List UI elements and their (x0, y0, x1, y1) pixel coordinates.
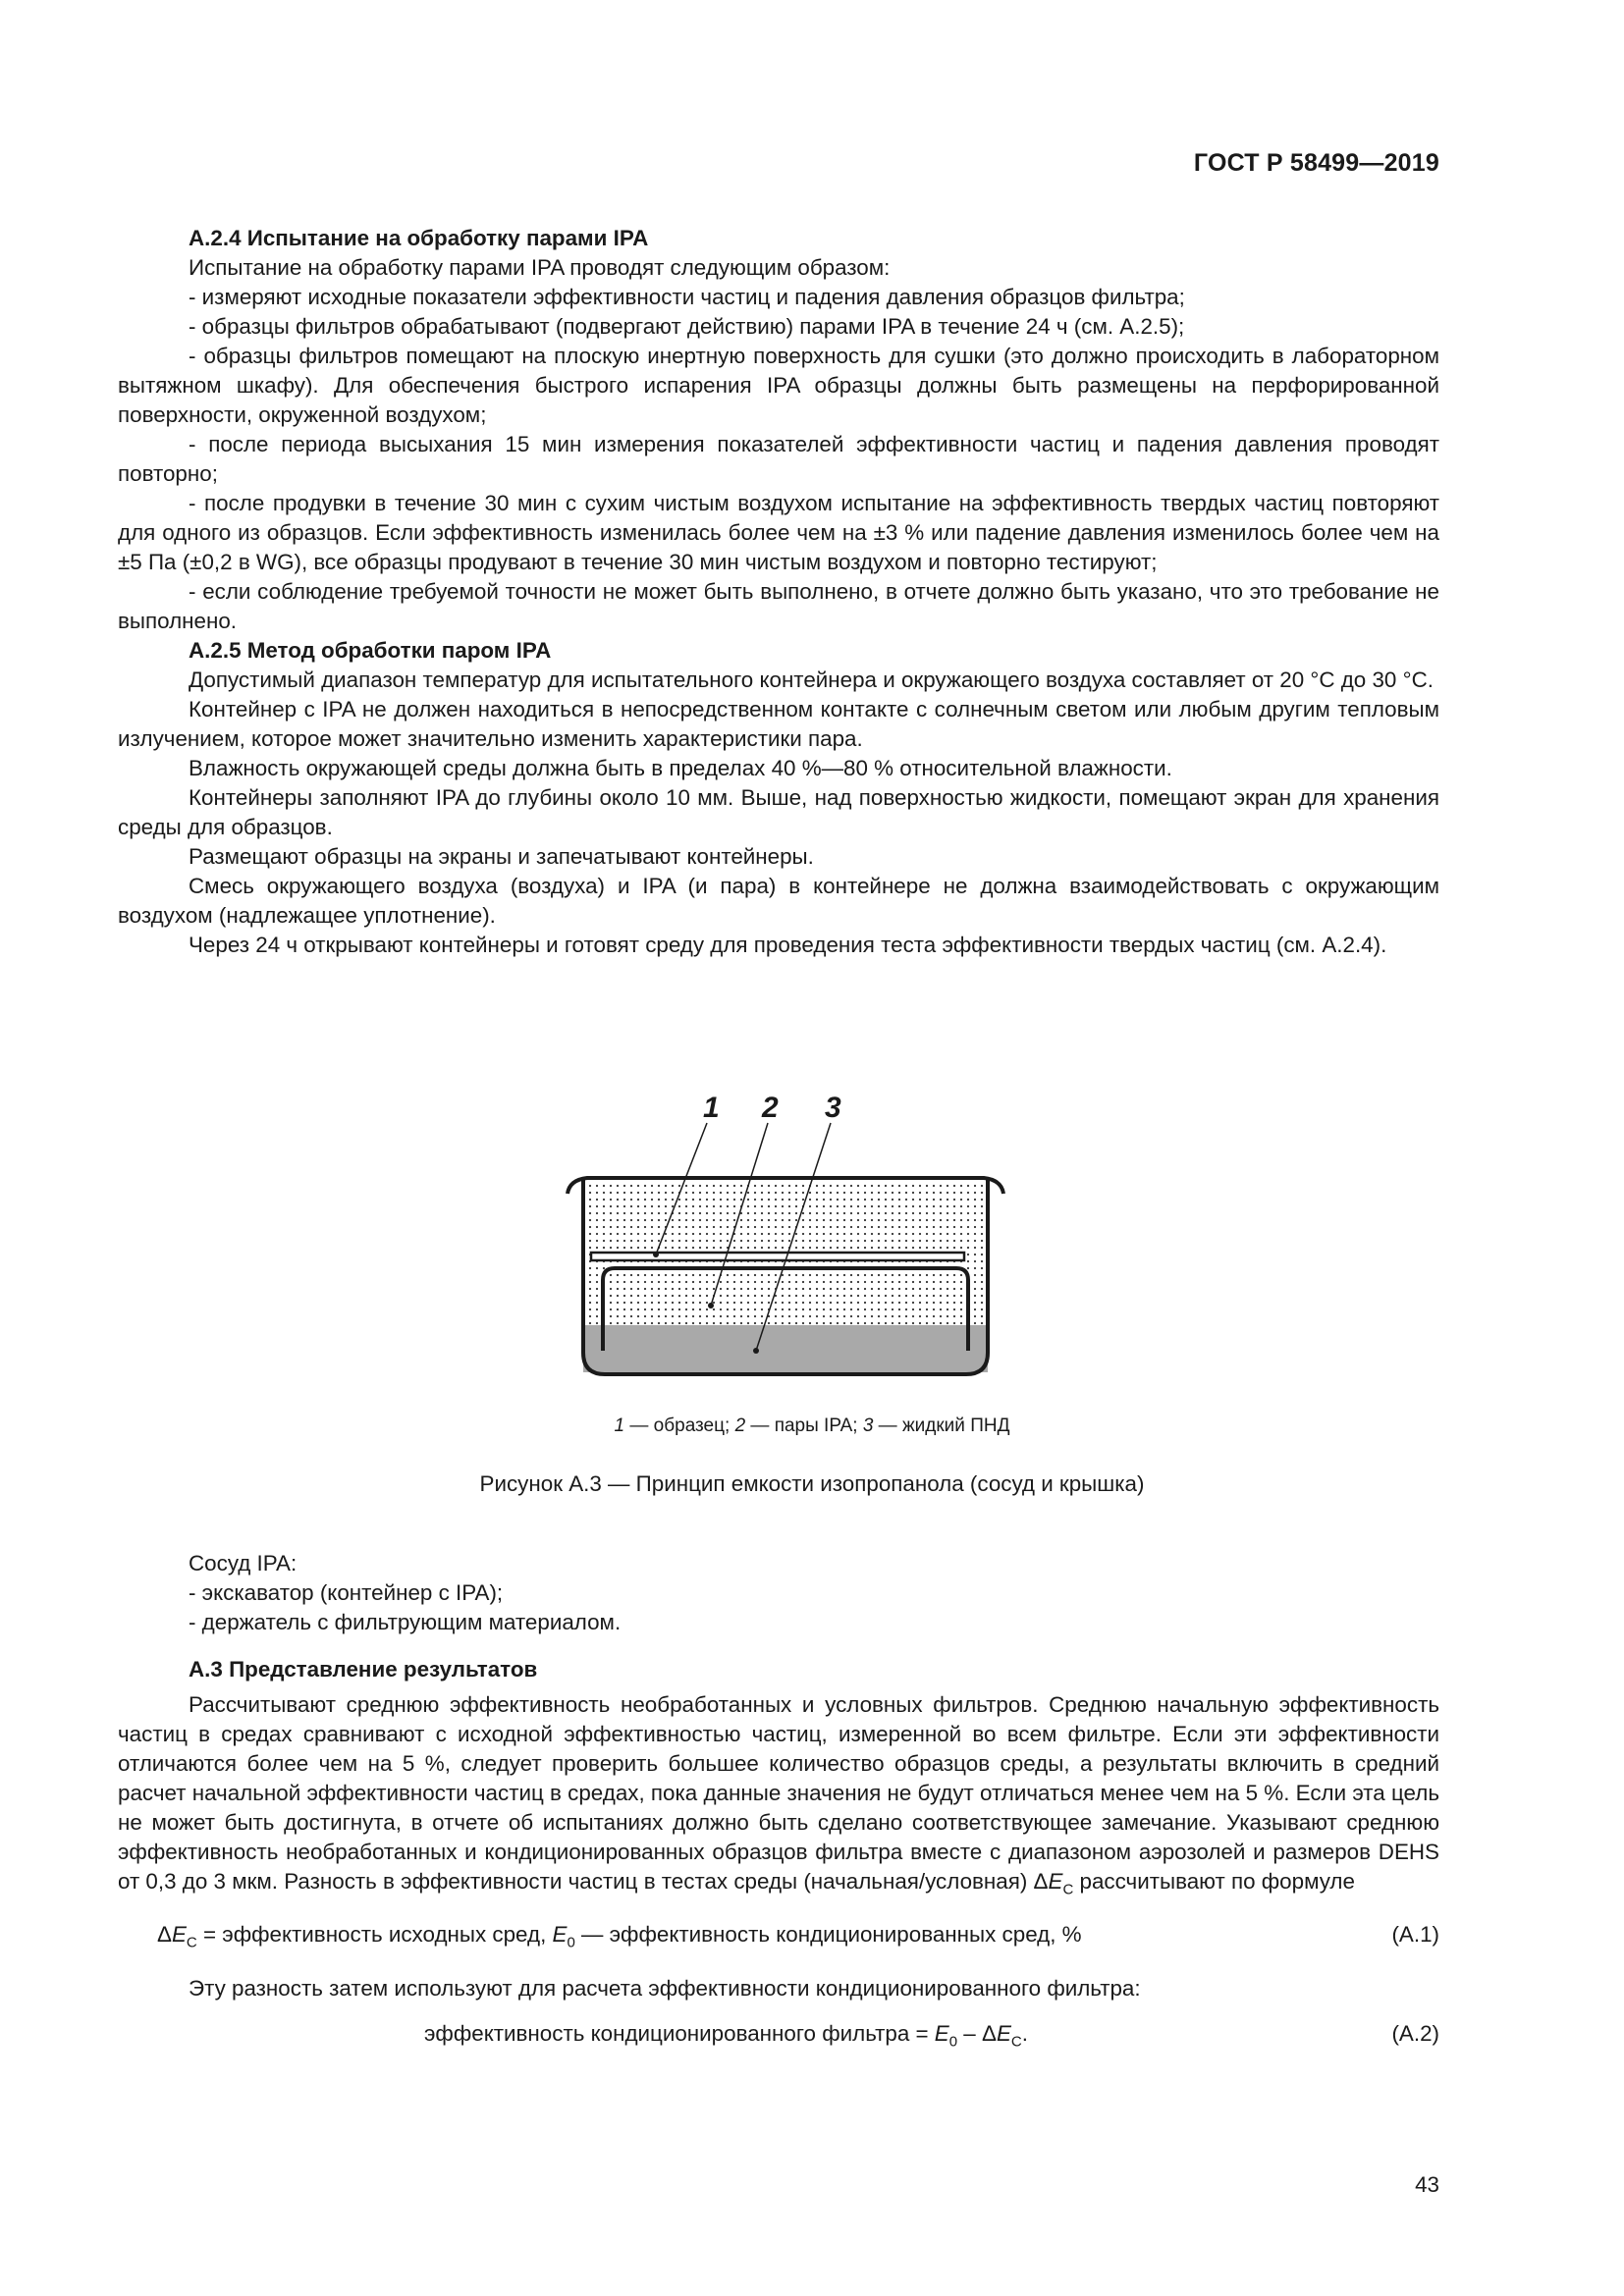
leader-dot-2 (708, 1303, 714, 1308)
section-heading: А.3 Представление результатов (189, 1657, 538, 1682)
list-item: - после продувки в течение 30 мин с сухим чистым воздухом испытание на эффективность твердых частиц повторяют для одного из образцов. Если эффективность изменилась более чем на ±3 % или падение давления изменилось более чем на ±5 Па (±0,2 в WG), все образцы продувают в течение 30 мин чистым воздухом и повторно тестируют; (118, 491, 1439, 574)
leader-dot-1 (653, 1252, 659, 1257)
container-diagram (540, 1088, 1031, 1402)
key-num: 3 (862, 1415, 874, 1436)
formula-number: (А.1) (1391, 1922, 1439, 1948)
formula-a1 (118, 1920, 1439, 1957)
list-item: - образцы фильтров помещают на плоскую инертную поверхность для сушки (это должно происходить в лабораторном вытяжном шкафу). Для обеспечения быстрого испарения IPA образцы должны быть размещены на перфорированной поверхности, окруженной воздухом; (118, 344, 1439, 427)
leader-dot-3 (753, 1348, 759, 1354)
paragraph: Эту разность затем используют для расчета эффективности кондиционированного фильтра: (189, 1975, 1141, 2001)
subscript-0: 0 (567, 1934, 575, 1951)
section-heading: А.2.4 Испытание на обработку парами IPA (189, 226, 649, 250)
paragraph-text: Рассчитывают среднюю эффективность необработанных и условных фильтров. Среднюю начальную эффективность частиц в средах сравнивают с исходной эффективностью частиц, измеренной во всем фильтре. Если эти эффективности отличаются более чем на 5 %, следует проверить большее количество образцов среды, а результаты включить в средний расчет начальной эффективности частиц в средах, пока данные значения не будут отличаться менее чем на 5 %. Если эта цель не может быть достигнута, в отчете об испытаниях должно быть сделано соответствующее замечание. Указывают среднюю эффективность необработанных и кондиционированных образцов фильтра вместе с диапазоном аэрозолей и размеров DEHS от 0,3 до 3 мкм. Разность в эффективности частиц в тестах среды (начальная/условная) (118, 1692, 1439, 1894)
paragraph: Допустимый диапазон температур для испытательного контейнера и окружающего воздуха составляет от 20 °С до 30 °С. (189, 667, 1434, 692)
paragraph: Испытание на обработку парами IPA проводят следующим образом: (189, 255, 891, 280)
paragraph: Контейнеры заполняют IPA до глубины около 10 мм. Выше, над поверхностью жидкости, помещают экран для хранения среды для образцов. (118, 785, 1439, 839)
formula-text: = эффективность исходных сред, (196, 1922, 553, 1948)
key-text: — образец; (624, 1415, 735, 1436)
delta-symbol: Δ (1033, 1869, 1049, 1894)
page-number: 43 (1415, 2172, 1439, 2197)
formula-a2 (118, 2019, 1439, 2056)
paragraph: Контейнер с IPA не должен находиться в непосредственном контакте с солнечным светом или любым другим тепловым излучением, которое может значительно изменить характеристики пара. (118, 697, 1439, 751)
paragraph: Через 24 ч открывают контейнеры и готовят среду для проведения теста эффективности твердых частиц (см. А.2.4). (189, 933, 1387, 957)
paragraph: Влажность окружающей среды должна быть в пределах 40 %—80 % относительной влажности. (189, 756, 1172, 780)
list-item: - если соблюдение требуемой точности не может быть выполнено, в отчете должно быть указано, что это требование не выполнено. (118, 579, 1439, 633)
list-intro: Сосуд IPA: (189, 1551, 298, 1575)
e-symbol: E (996, 2020, 1011, 2046)
formula-text: эффективность кондиционированного фильтра = (424, 2020, 935, 2046)
e-symbol: E (171, 1922, 187, 1948)
key-text: — жидкий ПНД (873, 1415, 1010, 1436)
formula-a2-body (118, 2019, 1371, 2056)
e-symbol: E (934, 2020, 949, 2046)
formula-text: – (957, 2020, 982, 2046)
formula-a1-body (118, 1920, 1371, 1957)
figure-key (0, 1415, 1624, 1437)
key-num: 2 (734, 1415, 746, 1436)
section-a3 (118, 1655, 1439, 2056)
key-num: 1 (614, 1415, 625, 1436)
list-item: - измеряют исходные показатели эффективности частиц и падения давления образцов фильтра; (189, 285, 1185, 309)
liquid-region (583, 1325, 988, 1372)
figure-label-1: 1 (703, 1092, 720, 1124)
e-symbol: E (1048, 1869, 1063, 1894)
list-item: - после периода высыхания 15 мин измерения показателей эффективности частиц и падения давления проводят повторно; (118, 432, 1439, 486)
formula-text: — эффективность кондиционированных сред, % (574, 1922, 1082, 1948)
paragraph: Смесь окружающего воздуха (воздуха) и IPA (и пара) в контейнере не должна взаимодействовать с окружающим воздухом (надлежащее уплотнение). (118, 874, 1439, 928)
vessel-list (118, 1549, 1439, 1637)
subscript-c: C (1010, 2033, 1022, 2051)
key-text: — пары IPA; (745, 1415, 863, 1436)
section-a24 (118, 224, 1439, 960)
formula-number: (А.2) (1391, 2020, 1439, 2046)
section-heading: А.2.5 Метод обработки паром IPA (189, 638, 552, 663)
subscript-c: C (186, 1934, 197, 1951)
document-code: ГОСТ Р 58499—2019 (1193, 149, 1439, 177)
formula-text: . (1021, 2020, 1028, 2046)
paragraph (118, 1690, 1439, 1904)
delta-symbol: Δ (157, 1922, 172, 1948)
list-item: - держатель с фильтрующим материалом. (189, 1610, 622, 1634)
sample-plate (591, 1253, 964, 1260)
subscript-0: 0 (948, 2033, 958, 2051)
paragraph: Размещают образцы на экраны и запечатывают контейнеры. (189, 844, 814, 869)
figure-label-3: 3 (825, 1092, 841, 1124)
figure-title: Рисунок А.3 — Принцип емкости изопропанола (сосуд и крышка) (479, 1471, 1145, 1496)
paragraph-tail: рассчитывают по формуле (1073, 1869, 1355, 1894)
figure-ipa-container (540, 1088, 1031, 1402)
list-item: - экскаватор (контейнер с IPA); (189, 1580, 504, 1605)
list-item: - образцы фильтров обрабатывают (подвергают действию) парами IPA в течение 24 ч (см. А.2.5); (189, 314, 1185, 339)
figure-label-2: 2 (762, 1092, 779, 1124)
subscript-c: C (1062, 1881, 1074, 1898)
delta-symbol: Δ (981, 2020, 997, 2046)
e-symbol: E (552, 1922, 568, 1948)
